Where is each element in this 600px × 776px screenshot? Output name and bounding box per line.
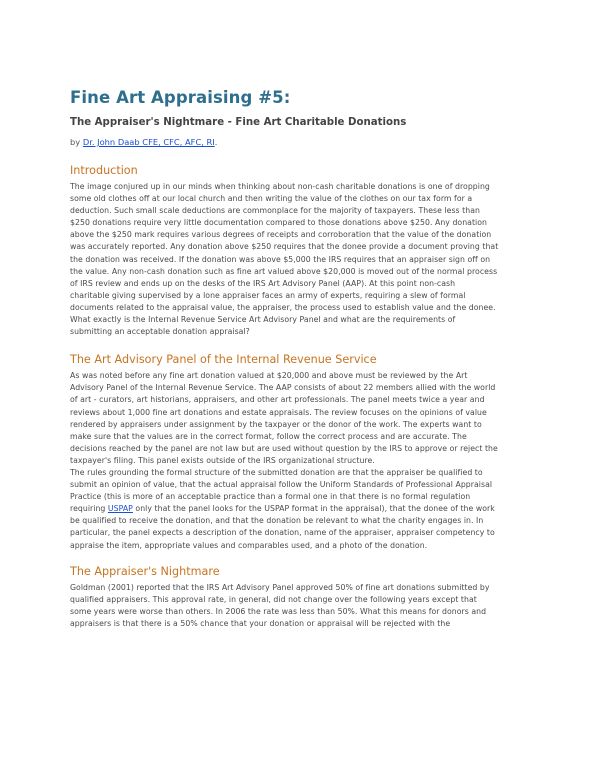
- article-title: Fine Art Appraising #5:: [70, 88, 291, 107]
- introduction-paragraph: [70, 181, 532, 338]
- text-line: As was noted before any fine art donation valued at $20,000 and above must be reviewed by the Art: [70, 371, 468, 381]
- nightmare-paragraph: [70, 582, 532, 630]
- uspap-prefix: requiring: [70, 504, 108, 514]
- text-line: be qualified to receive the donation, and that the donation be relevant to what the charity engages in. In: [70, 516, 484, 526]
- article-subtitle: The Appraiser's Nightmare - Fine Art Charitable Donations: [70, 117, 407, 128]
- article: [70, 88, 532, 630]
- text-line: particular, the panel expects a description of the donation, name of the appraiser, appraiser competency to: [70, 528, 495, 538]
- text-line: appraise the item, appropriate values and comparables used, and a photo of the donation.: [70, 540, 428, 550]
- text-line: taxpayer's filing. This panel exists outside of the IRS organizational structure.: [70, 455, 375, 465]
- panel-paragraph-2: [70, 467, 532, 552]
- text-line: submitting an acceptable donation appraisal?: [70, 327, 250, 337]
- byline: [70, 136, 532, 148]
- text-line: reviews about 1,000 fine art donations and estate appraisals. The review focuses on the opinions of value: [70, 407, 487, 417]
- uspap-link[interactable]: USPAP: [107, 504, 133, 514]
- text-line: submit an opinion of value, that the actual appraisal follow the Uniform Standards of Professional Appraisal: [70, 480, 493, 490]
- text-line: of IRS review and ends up on the desks of the IRS Art Advisory Panel (AAP). At this point non-cash: [70, 278, 456, 288]
- text-line: some old clothes off at our local church and then writing the value of the clothes on our tax form for a: [70, 194, 473, 204]
- text-line: Goldman (2001) reported that the IRS Art Advisory Panel approved 50% of fine art donations submitted by: [70, 582, 490, 592]
- uspap-suffix: only that the panel looks for the USPAP format in the appraisal), that the donee of the work: [132, 504, 495, 514]
- panel-paragraph-1: [70, 370, 532, 467]
- text-line: rendered by appraisers under assignment by the taxpayer or the donor of the work. The experts want to: [70, 419, 482, 429]
- text-line-with-link: [70, 503, 532, 515]
- section-heading-introduction: Introduction: [70, 164, 138, 177]
- text-line: deduction. Such small scale deductions are commonplace for the majority of taxpayers. These less than: [70, 206, 480, 216]
- text-line: of art - curators, art historians, appraisers, and other art professionals. The panel meets twice a year and: [70, 395, 485, 405]
- text-line: charitable giving supervised by a lone appraiser faces an army of experts, requiring a slew of formal: [70, 290, 466, 300]
- text-line: decisions reached by the panel are not law but are used without question by the IRS to approve or reject the: [70, 443, 498, 453]
- text-line: The rules grounding the formal structure of the submitted donation are that the appraiser be qualified to: [70, 467, 483, 477]
- byline-suffix: .: [214, 137, 218, 147]
- text-line: $250 donations require very little documentation compared to those donations above $250. Any donation: [70, 218, 488, 228]
- text-line: above the $250 mark requires various degrees of receipts and corroboration that the value of the donation: [70, 230, 492, 240]
- text-line: the donation was received. If the donation was above $5,000 the IRS requires that an appraiser sign off on: [70, 254, 491, 264]
- section-heading-art-advisory-panel: The Art Advisory Panel of the Internal Revenue Service: [70, 353, 377, 367]
- text-line: appraisers is that there is a 50% chance that your donation or appraisal will be rejected with the: [70, 618, 451, 628]
- text-line: make sure that the values are in the correct format, follow the correct process and are accurate. The: [70, 431, 467, 441]
- text-line: some years were worse than others. In 2006 the rate was less than 50%. What this means for donors and: [70, 606, 487, 616]
- text-line: documents related to the appraisal value, the appraiser, the process used to establish value and the donee.: [70, 302, 496, 312]
- text-line: was accurately reported. Any donation above $250 requires that the donee provide a document proving that: [70, 242, 499, 252]
- text-line: The image conjured up in our minds when thinking about non-cash charitable donations is one of dropping: [70, 182, 490, 191]
- byline-prefix: by: [70, 137, 81, 147]
- text-line: Practice (this is more of an acceptable practice than a formal one in that there is no formal regulation: [70, 492, 471, 502]
- author-link[interactable]: Dr. John Daab CFE, CFC, AFC, RI: [82, 137, 215, 147]
- section-heading-appraisers-nightmare: The Appraiser's Nightmare: [70, 564, 220, 578]
- text-line: Advisory Panel of the Internal Revenue Service. The AAP consists of about 22 members allied with the world: [70, 383, 496, 393]
- text-line: qualified appraisers. This approval rate, in general, did not change over the following years except that: [70, 594, 477, 604]
- text-line: the value. Any non-cash donation such as fine art valued above $20,000 is moved out of the normal process: [70, 266, 498, 276]
- text-line: What exactly is the Internal Revenue Service Art Advisory Panel and what are the requirements of: [70, 315, 456, 325]
